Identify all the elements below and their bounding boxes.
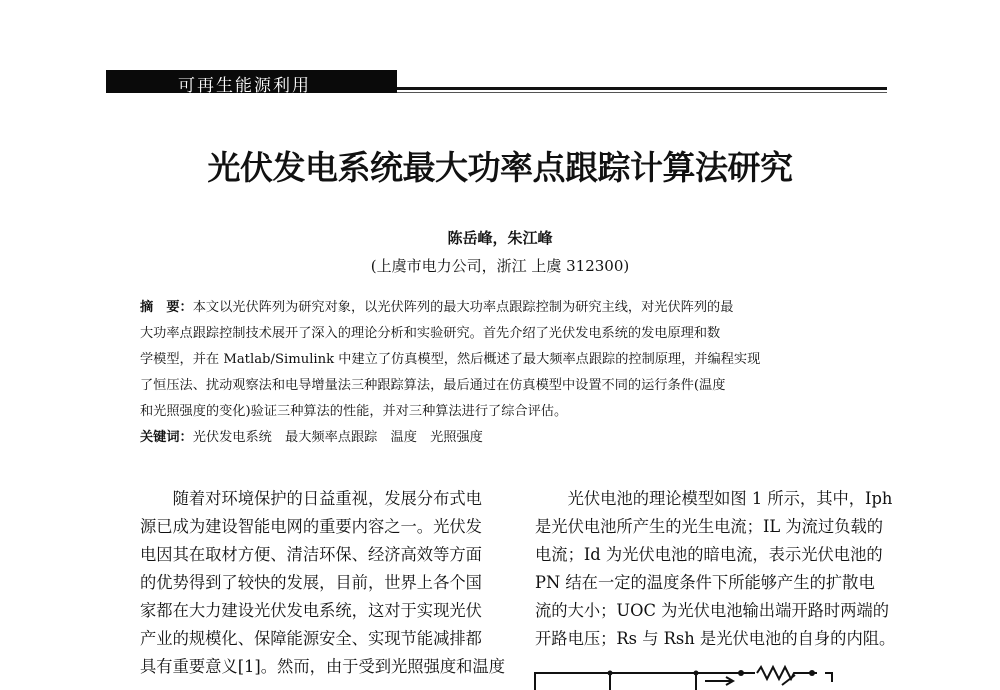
keywords: [140, 426, 483, 445]
abstract-line: 和光照强度的变化)验证三种算法的性能，并对三种算法进行了综合评估。: [140, 404, 568, 419]
body-line: PN 结在一定的温度条件下所能够产生的扩散电: [535, 573, 875, 592]
circuit-node: [738, 670, 744, 676]
abstract-line: [140, 296, 733, 315]
body-line: 开路电压；Rs 与 Rsh 是光伏电池的自身的内阻。: [535, 629, 896, 648]
keywords-label: 关键词：: [140, 430, 193, 445]
body-line: 产业的规模化、保障能源安全、实现节能减排都: [140, 629, 482, 648]
affiliation: (上虞市电力公司，浙江 上虞 312300): [370, 257, 630, 275]
body-line: 流的大小；UOC 为光伏电池输出端开路时两端的: [535, 601, 890, 620]
section-header-label: 可再生能源利用: [178, 76, 311, 96]
body-line: 光伏电池的理论模型如图 1 所示，其中，Iph: [535, 489, 893, 508]
body-line: 是光伏电池所产生的光生电流；IL 为流过负载的: [535, 517, 884, 536]
abstract-text: 本文以光伏阵列为研究对象，以光伏阵列的最大功率点跟踪控制为研究主线，对光伏阵列的最: [192, 300, 734, 315]
body-line: 电因其在取材方便、清洁环保、经济高效等方面: [140, 545, 482, 564]
body-line: 家都在大力建设光伏发电系统，这对于实现光伏: [140, 601, 482, 620]
abstract-label: 摘 要：: [140, 300, 193, 315]
authors: 陈岳峰，朱江峰: [447, 229, 553, 247]
abstract-line: 学模型，并在 Matlab/Simulink 中建立了仿真模型，然后概述了最大频率点跟踪的控制原理，并编程实现: [140, 352, 761, 367]
circuit-node: [694, 671, 699, 676]
abstract-line: 了恒压法、扰动观察法和电导增量法三种跟踪算法，最后通过在仿真模型中设置不同的运行条件(温度: [140, 378, 726, 393]
body-line: 电流；Id 为光伏电池的暗电流，表示光伏电池的: [535, 545, 883, 564]
circuit-node: [608, 671, 613, 676]
body-line: 的优势得到了较快的发展，目前，世界上各个国: [140, 573, 482, 592]
header-rule: [397, 87, 887, 90]
circuit-node: [809, 670, 815, 676]
body-line: 源已成为建设智能电网的重要内容之一。光伏发: [140, 517, 482, 536]
paper-title: 光伏发电系统最大功率点跟踪计算法研究: [207, 148, 793, 187]
circuit-diagram: [520, 660, 860, 690]
body-line: 随着对环境保护的日益重视，发展分布式电: [140, 489, 482, 508]
keywords-text: 光伏发电系统 最大频率点跟踪 温度 光照强度: [192, 430, 483, 445]
abstract-line: 大功率点跟踪控制技术展开了深入的理论分析和实验研究。首先介绍了光伏发电系统的发电原理和数: [140, 326, 721, 341]
body-line: 具有重要意义[1]。然而，由于受到光照强度和温度: [140, 657, 505, 676]
header-rule-thin: [397, 92, 887, 93]
